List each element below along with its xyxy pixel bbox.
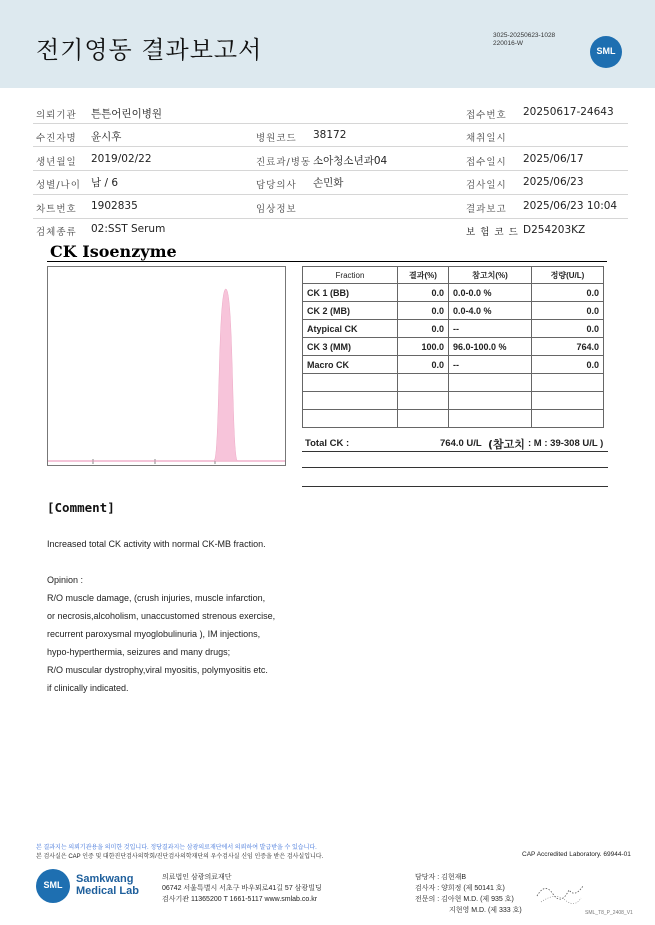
fraction-cell: Macro CK bbox=[303, 356, 398, 374]
form-code: SML_T8_P_2408_V1 bbox=[585, 910, 633, 916]
table-row bbox=[303, 302, 604, 320]
signature-mark bbox=[535, 878, 585, 906]
table-row bbox=[303, 338, 604, 356]
document-id-line1: 3025-20250623-1028 bbox=[493, 32, 556, 39]
specimen-value: 02:SST Serum bbox=[91, 223, 166, 235]
divider bbox=[33, 146, 628, 147]
report-date-value: 2025/06/23 10:04 bbox=[523, 200, 618, 212]
section-title: CK Isoenzyme bbox=[50, 242, 177, 261]
doctor-value: 손민화 bbox=[313, 177, 344, 189]
doctor-label: 담당의사 bbox=[256, 180, 297, 191]
sml-logo-text: SML bbox=[596, 46, 616, 56]
staff-manager: 담당자 : 김현재B bbox=[415, 874, 467, 881]
col-result: 결과(%) bbox=[398, 267, 449, 284]
reference-cell: 0.0-4.0 % bbox=[449, 302, 532, 320]
document-id bbox=[493, 32, 555, 48]
empty-row bbox=[303, 410, 604, 428]
brand-line2: Medical Lab bbox=[76, 885, 139, 897]
col-reference: 참고치(%) bbox=[449, 267, 532, 284]
reference-cell: 0.0-0.0 % bbox=[449, 284, 532, 302]
col-fraction: Fraction bbox=[303, 267, 398, 284]
report-title: 전기영동 결과보고서 bbox=[36, 36, 263, 64]
quantity-cell: 0.0 bbox=[532, 284, 604, 302]
electrophoresis-plot bbox=[48, 267, 285, 465]
receipt-date-value: 2025/06/17 bbox=[523, 153, 584, 165]
patient-label: 수진자명 bbox=[36, 133, 77, 144]
fraction-cell: CK 2 (MB) bbox=[303, 302, 398, 320]
results-table bbox=[302, 266, 604, 428]
total-ck-value: 764.0 U/L bbox=[440, 438, 482, 449]
quantity-cell: 0.0 bbox=[532, 302, 604, 320]
dept-label: 진료과/병동 bbox=[256, 157, 312, 168]
divider bbox=[33, 170, 628, 171]
comment-heading: [Comment] bbox=[47, 500, 115, 515]
blank-line bbox=[302, 467, 608, 468]
footer-certification: 본 검사실은 CAP 인증 및 대한진단검사의학회/진단검사의학재단의 우수검사실 신임 인증을 받은 검사실입니다. bbox=[36, 854, 324, 860]
opinion-label: Opinion : bbox=[47, 575, 84, 585]
table-row bbox=[303, 356, 604, 374]
insurance-label: 보 험 코 드 bbox=[466, 227, 519, 238]
total-ck-label: Total CK : bbox=[305, 438, 350, 449]
sml-footer-logo-text: SML bbox=[43, 880, 63, 890]
sex-age-label: 성별/나이 bbox=[36, 180, 81, 191]
opinion-line: or necrosis,alcoholism, unaccustomed strenous exercise, bbox=[47, 611, 276, 621]
patient-value: 윤시후 bbox=[91, 131, 122, 143]
quantity-cell: 0.0 bbox=[532, 320, 604, 338]
reference-cell: -- bbox=[449, 320, 532, 338]
report-date-label: 결과보고 bbox=[466, 204, 507, 215]
test-date-value: 2025/06/23 bbox=[523, 176, 584, 188]
reference-cell: -- bbox=[449, 356, 532, 374]
divider bbox=[33, 218, 628, 219]
result-cell: 100.0 bbox=[398, 338, 449, 356]
brand-line1: Samkwang bbox=[76, 873, 134, 885]
clinical-label: 임상정보 bbox=[256, 204, 297, 215]
document-id-line2: 220016-W bbox=[493, 40, 523, 47]
quantity-cell: 764.0 bbox=[532, 338, 604, 356]
cap-accreditation: CAP Accredited Laboratory. 69944-01 bbox=[522, 851, 631, 858]
quantity-cell: 0.0 bbox=[532, 356, 604, 374]
brand-name bbox=[76, 873, 139, 897]
opinion-line: if clinically indicated. bbox=[47, 683, 129, 693]
table-row bbox=[303, 284, 604, 302]
specimen-label: 검체종류 bbox=[36, 227, 77, 238]
birth-value: 2019/02/22 bbox=[91, 153, 152, 165]
table-row bbox=[303, 320, 604, 338]
reference-cell: 96.0-100.0 % bbox=[449, 338, 532, 356]
comment-line: Increased total CK activity with normal CK-MB fraction. bbox=[47, 539, 266, 549]
chart-no-label: 차트번호 bbox=[36, 204, 77, 215]
collect-date-label: 채취일시 bbox=[466, 133, 507, 144]
result-cell: 0.0 bbox=[398, 356, 449, 374]
col-quantity: 정량(U/L) bbox=[532, 267, 604, 284]
org-address: 06742 서울특별시 서초구 바우뫼로41길 57 삼광빌딩 bbox=[162, 885, 322, 892]
result-cell: 0.0 bbox=[398, 284, 449, 302]
birth-label: 생년월일 bbox=[36, 157, 77, 168]
opinion-line: hypo-hyperthermia, seizures and many drugs; bbox=[47, 647, 231, 657]
result-cell: 0.0 bbox=[398, 302, 449, 320]
total-ck-ref-prefix: (참고치 bbox=[488, 438, 525, 451]
test-date-label: 검사일시 bbox=[466, 180, 507, 191]
electrophoresis-chart bbox=[47, 266, 286, 466]
hospital-label: 의뢰기관 bbox=[36, 110, 77, 121]
total-ck bbox=[305, 438, 349, 449]
opinion-line: R/O muscular dystrophy,viral myositis, polymyositis etc. bbox=[47, 665, 268, 675]
divider bbox=[33, 194, 628, 195]
receipt-no-label: 접수번호 bbox=[466, 110, 507, 121]
opinion-line: recurrent paroxysmal myoglobulinuria ), IM injections, bbox=[47, 629, 261, 639]
total-ck-ref: : M : 39-308 U/L ) bbox=[528, 438, 604, 449]
fraction-cell: CK 3 (MM) bbox=[303, 338, 398, 356]
sex-age-value: 남 / 6 bbox=[91, 177, 119, 189]
org-contact: 검사기관 11365200 T 1661-5117 www.smlab.co.kr bbox=[162, 896, 318, 903]
chart-no-value: 1902835 bbox=[91, 200, 138, 212]
opinion-line: R/O muscle damage, (crush injuries, muscle infarction, bbox=[47, 593, 266, 603]
divider bbox=[33, 123, 628, 124]
ck3-peak bbox=[48, 289, 285, 461]
footer-notice: 본 결과지는 의뢰기관용을 의미한 것입니다. 정당결과지는 삼광의료재단에서 의뢰하여 발급받을 수 있습니다. bbox=[36, 845, 317, 851]
fraction-cell: CK 1 (BB) bbox=[303, 284, 398, 302]
dept-value: 소아청소년과04 bbox=[313, 155, 388, 167]
insurance-value: D254203KZ bbox=[523, 224, 586, 236]
hospital-value: 튼튼어린이병원 bbox=[91, 108, 163, 120]
fraction-cell: Atypical CK bbox=[303, 320, 398, 338]
empty-row bbox=[303, 374, 604, 392]
receipt-date-label: 접수일시 bbox=[466, 157, 507, 168]
staff-tester: 검사자 : 양희정 (제 50141 호) bbox=[415, 885, 505, 892]
org-name: 의료법인 삼광의료재단 bbox=[162, 874, 232, 881]
staff-specialist-2: 지현영 M.D. (제 333 호) bbox=[449, 907, 522, 914]
result-cell: 0.0 bbox=[398, 320, 449, 338]
table-header-row bbox=[303, 267, 604, 284]
hospital-code-value: 38172 bbox=[313, 129, 347, 141]
blank-line bbox=[302, 486, 608, 487]
receipt-no-value: 20250617-24643 bbox=[523, 106, 614, 118]
total-underline bbox=[302, 451, 608, 452]
staff-specialist: 전문의 : 김아현 M.D. (제 935 호) bbox=[415, 896, 514, 903]
section-divider bbox=[47, 261, 607, 262]
empty-row bbox=[303, 392, 604, 410]
hospital-code-label: 병원코드 bbox=[256, 133, 297, 144]
